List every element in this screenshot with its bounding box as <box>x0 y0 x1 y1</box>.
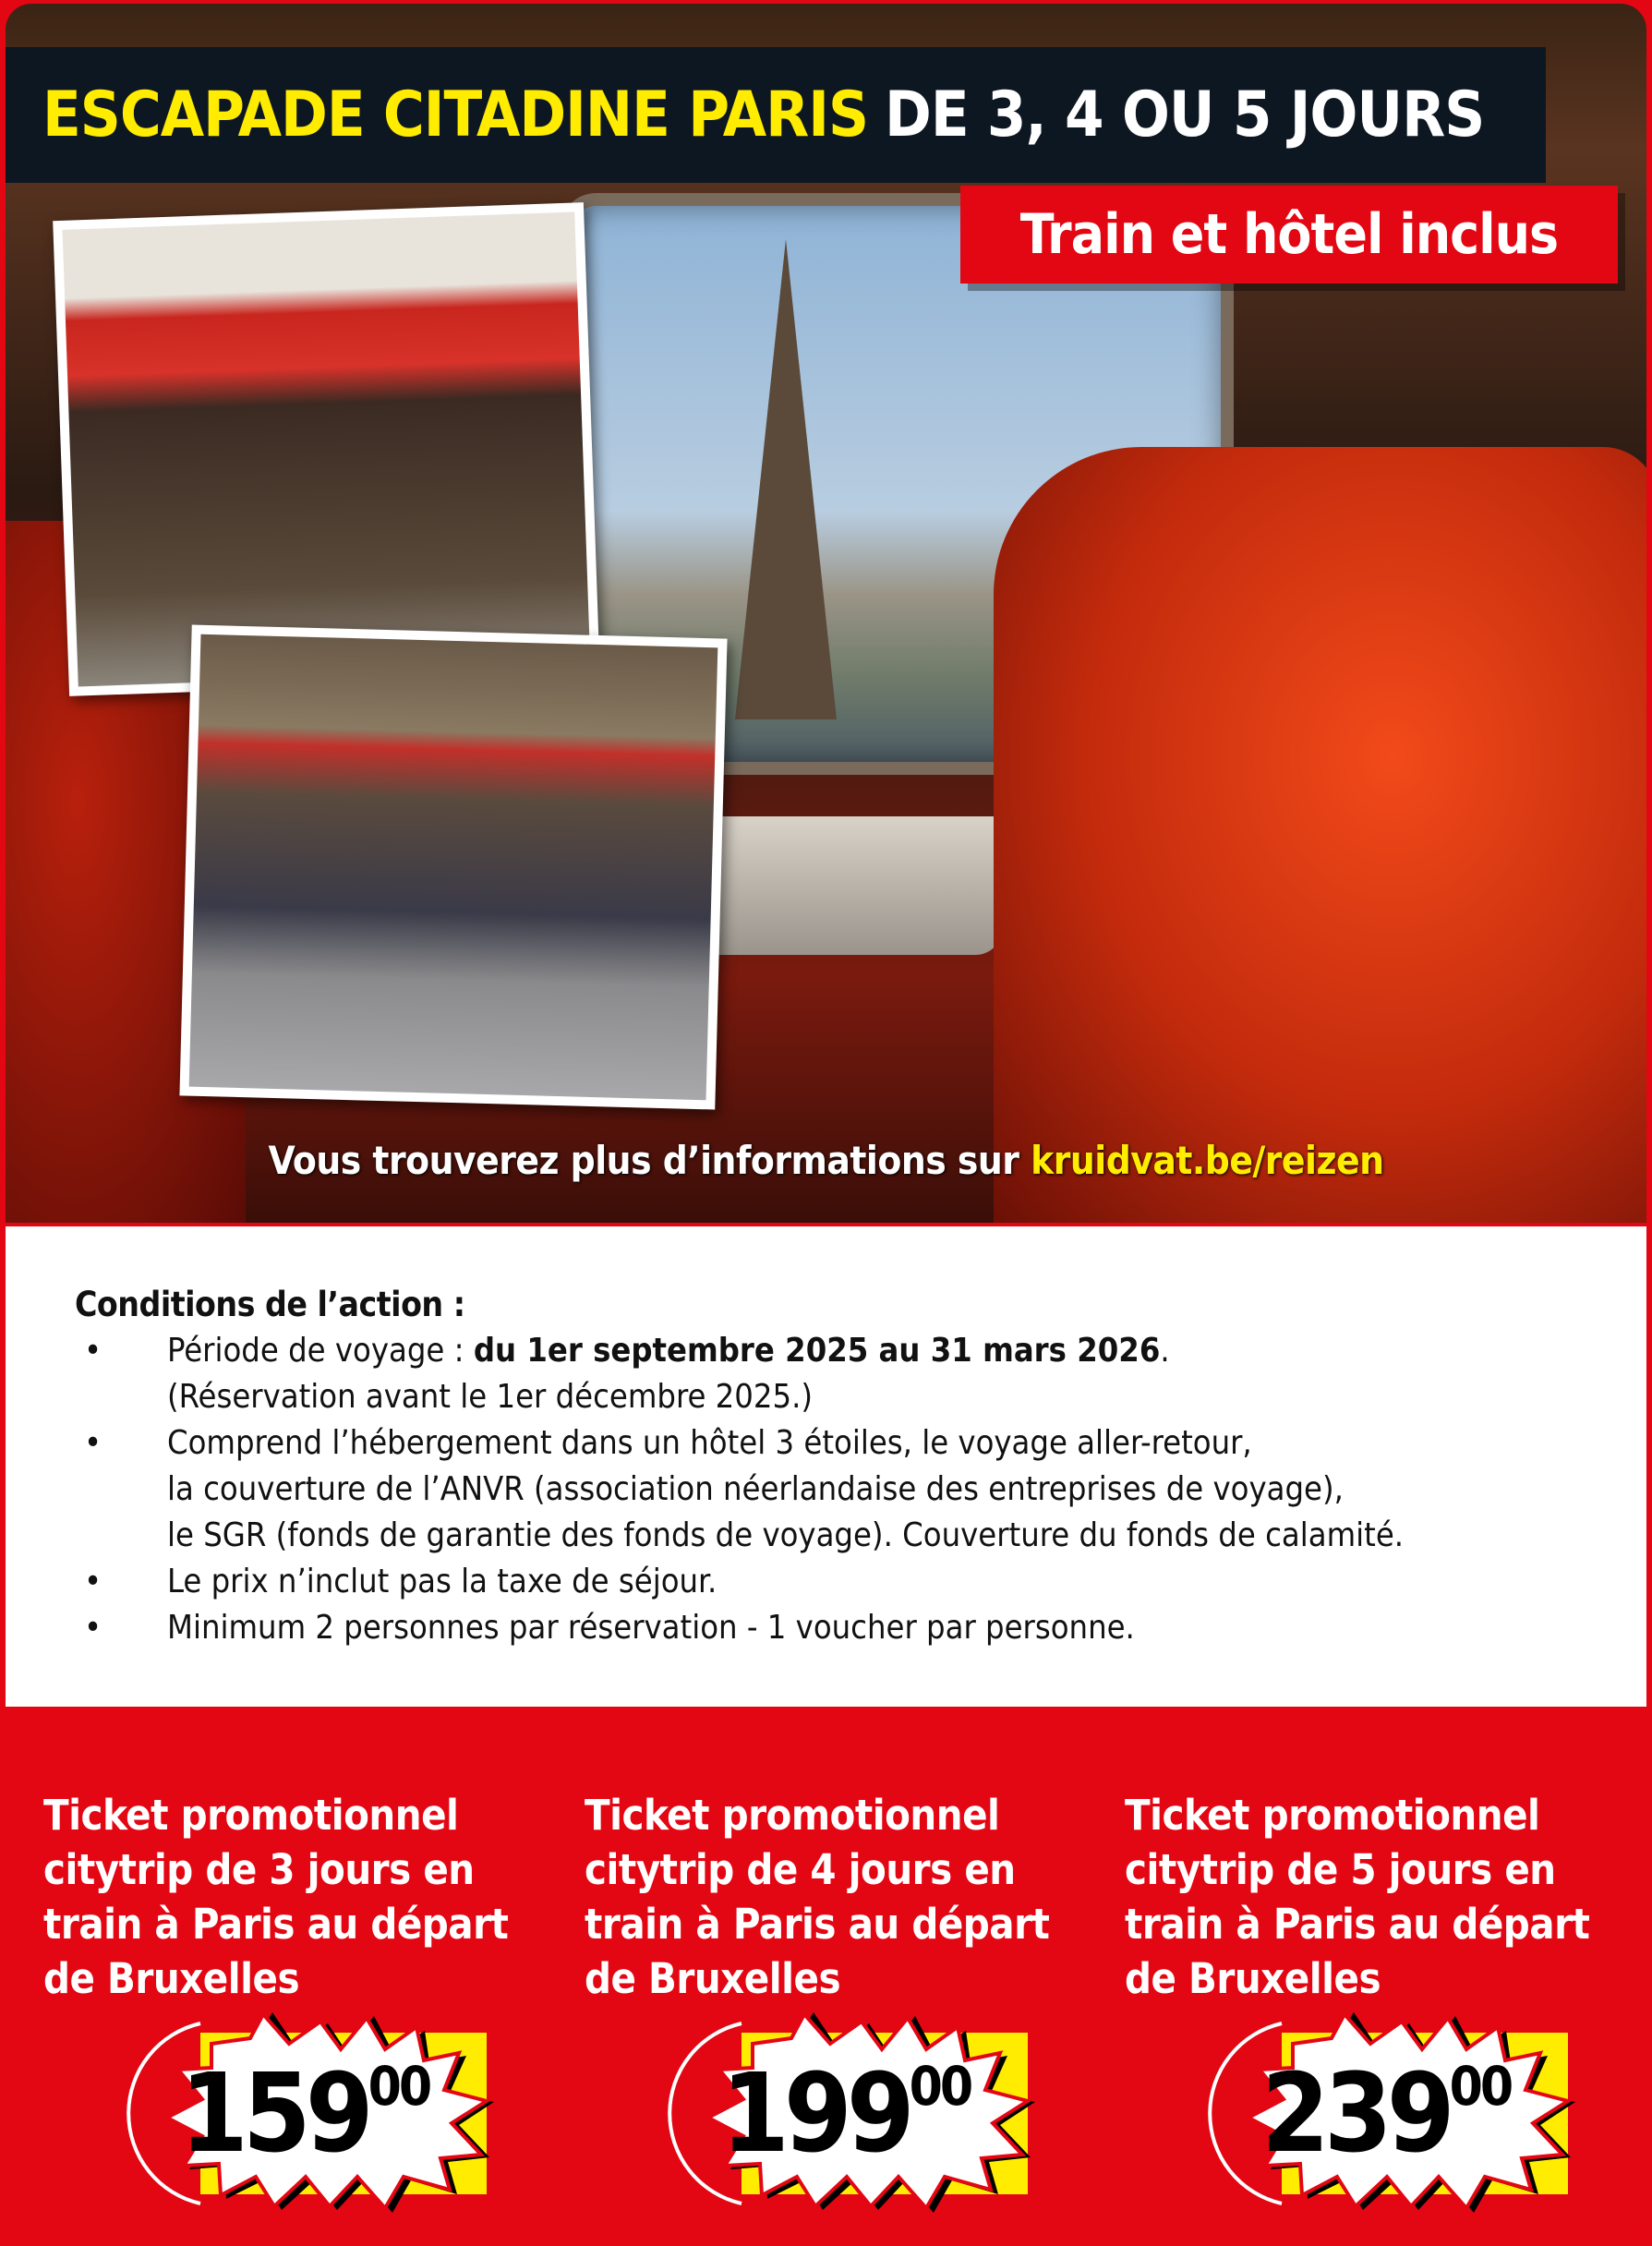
price-euros: 159 <box>180 2049 368 2177</box>
ticket-title-line: Ticket promotionnel <box>1125 1791 1540 1840</box>
condition-text: la couverture de l’ANVR (association néerlandaise des entreprises de voyage), <box>167 1470 1344 1508</box>
condition-item <box>75 1559 1646 1605</box>
price-badge <box>115 2005 522 2213</box>
info-link[interactable]: kruidvat.be/reizen <box>1031 1138 1384 1183</box>
street-photo <box>179 624 727 1109</box>
price-euros: 199 <box>721 2049 910 2177</box>
condition-text: • Comprend l’hébergement dans un hôtel 3 étoiles, le voyage aller-retour, <box>167 1424 1252 1462</box>
ticket-title <box>1125 1788 1642 2006</box>
condition-text: le SGR (fonds de garantie des fonds de voyage). Couverture du fonds de calamité. <box>167 1516 1405 1554</box>
condition-text: (Réservation avant le 1er décembre 2025.) <box>167 1378 814 1416</box>
ticket-title-line: Ticket promotionnel <box>585 1791 1000 1840</box>
ticket-offer <box>1125 1788 1642 2177</box>
ticket-offer <box>585 1788 1102 2177</box>
condition-text: • Le prix n’inclut pas la taxe de séjour. <box>167 1563 717 1600</box>
ticket-title-line: citytrip de 4 jours en <box>585 1845 1016 1894</box>
ticket-offer <box>43 1788 561 2177</box>
page-title <box>6 47 1546 183</box>
condition-text: Période de voyage : <box>167 1332 474 1370</box>
info-text: Vous trouverez plus d’informations sur <box>268 1138 1031 1183</box>
condition-text: • Minimum 2 personnes par réservation - 1 voucher par personne. <box>167 1609 1135 1647</box>
condition-item <box>75 1420 1646 1559</box>
eiffel-tower <box>735 239 837 719</box>
price-cents: 00 <box>909 2055 971 2118</box>
info-line <box>6 1138 1646 1183</box>
price-euros: 239 <box>1261 2049 1450 2177</box>
conditions <box>6 1226 1646 1707</box>
price-cents: 00 <box>368 2055 430 2118</box>
train-seat-right <box>994 447 1646 1223</box>
conditions-title: Conditions de l’action : <box>75 1285 465 1324</box>
ticket-offers <box>6 1707 1646 2240</box>
price-cents: 00 <box>1449 2055 1512 2118</box>
title-highlight: ESCAPADE CITADINE PARIS <box>42 78 869 151</box>
included-badge: Train et hôtel inclus <box>960 186 1618 284</box>
ticket-title-line: train à Paris au départ <box>43 1900 509 1949</box>
title-rest: DE 3, 4 OU 5 JOURS <box>885 78 1485 151</box>
ticket-title-line: citytrip de 3 jours en <box>43 1845 475 1894</box>
ticket-title-line: de Bruxelles <box>585 1954 841 2003</box>
condition-item <box>75 1328 1646 1420</box>
condition-text: . <box>1160 1332 1170 1370</box>
price-badge <box>657 2005 1063 2213</box>
travel-period: du 1er septembre 2025 au 31 mars 2026 <box>473 1332 1161 1370</box>
condition-item <box>75 1605 1646 1651</box>
cafe-photo <box>53 202 600 696</box>
ticket-title-line: Ticket promotionnel <box>43 1791 459 1840</box>
price-value <box>180 2049 429 2177</box>
ticket-title-line: de Bruxelles <box>1125 1954 1381 2003</box>
ticket-title-line: de Bruxelles <box>43 1954 300 2003</box>
ticket-title-line: train à Paris au départ <box>585 1900 1050 1949</box>
ticket-title-line: train à Paris au départ <box>1125 1900 1590 1949</box>
price-badge <box>1197 2005 1603 2213</box>
ticket-title <box>43 1788 561 2006</box>
flyer <box>6 4 1646 2240</box>
ticket-title-line: citytrip de 5 jours en <box>1125 1845 1556 1894</box>
price-value <box>1261 2049 1511 2177</box>
ticket-title <box>585 1788 1102 2006</box>
price-value <box>721 2049 971 2177</box>
